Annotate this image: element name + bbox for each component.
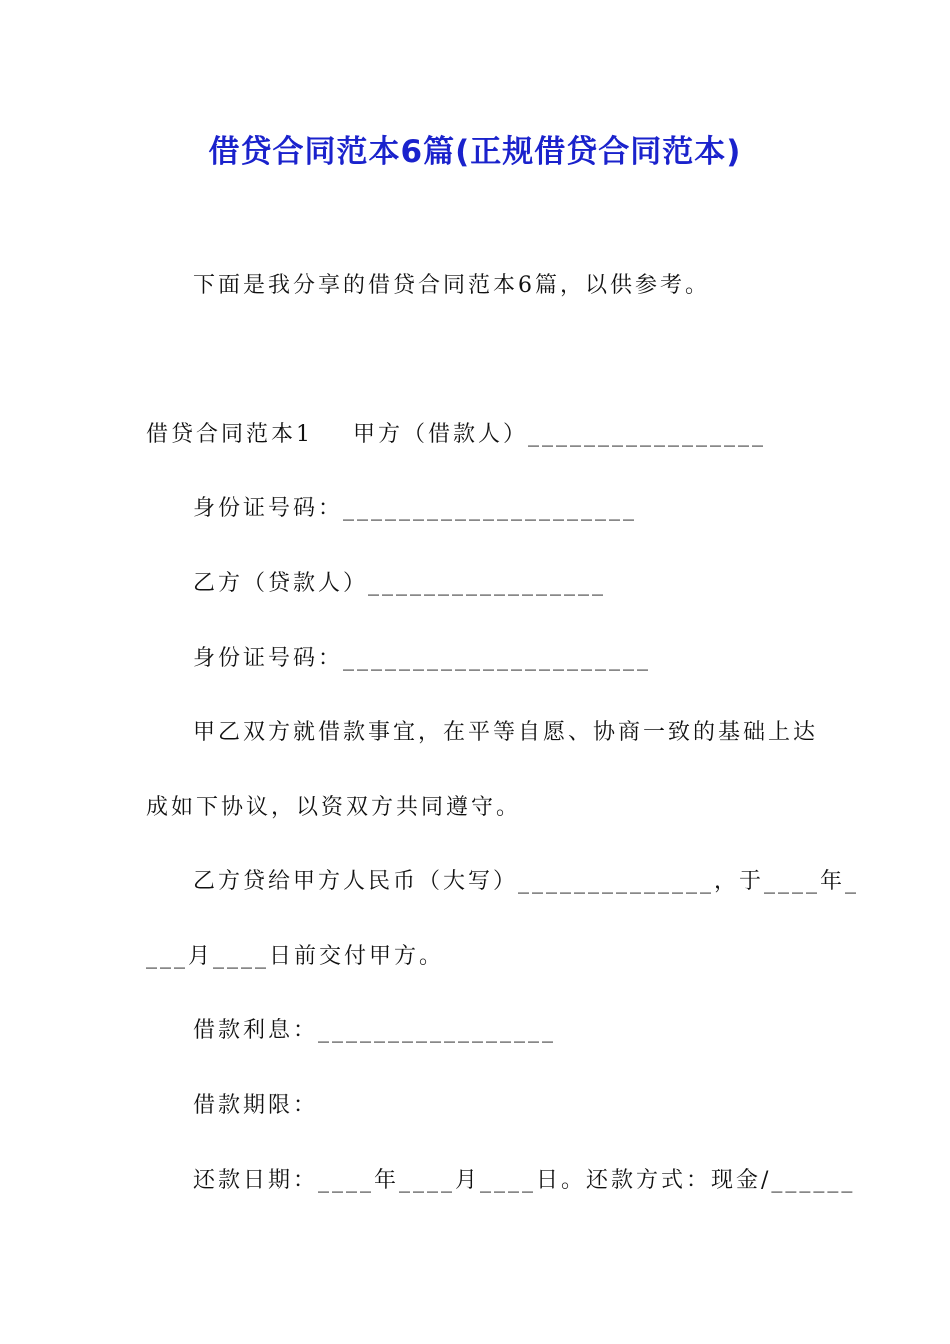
party-a-id-field: 身份证号码：_____________________ (193, 496, 638, 521)
document-title: 借贷合同范本6篇(正规借贷合同范本) (208, 134, 742, 170)
section-heading: 借贷合同范本1 (146, 422, 313, 447)
interest-field: 借款利息：_________________ (193, 1018, 557, 1043)
repayment-field: 还款日期：____年____月____日。还款方式：现金/______ (193, 1168, 856, 1193)
section-heading-line (146, 417, 766, 453)
term-field: 借款期限： (193, 1093, 319, 1118)
party-b-id-field: 身份证号码：______________________ (193, 646, 652, 671)
loan-amount-line-1: 乙方贷给甲方人民币（大写）______________，于____年_ (193, 869, 860, 894)
preamble-line-2: 成如下协议，以资双方共同遵守。 (146, 795, 522, 820)
preamble-line-1: 甲乙双方就借款事宜，在平等自愿、协商一致的基础上达 (193, 720, 819, 745)
intro-paragraph: 下面是我分享的借贷合同范本6篇，以供参考。 (193, 273, 710, 298)
party-a-field: 甲方（借款人）_________________ (353, 422, 767, 447)
party-b-field: 乙方（贷款人）_________________ (193, 571, 607, 596)
loan-amount-line-2: ___月____日前交付甲方。 (146, 944, 445, 969)
